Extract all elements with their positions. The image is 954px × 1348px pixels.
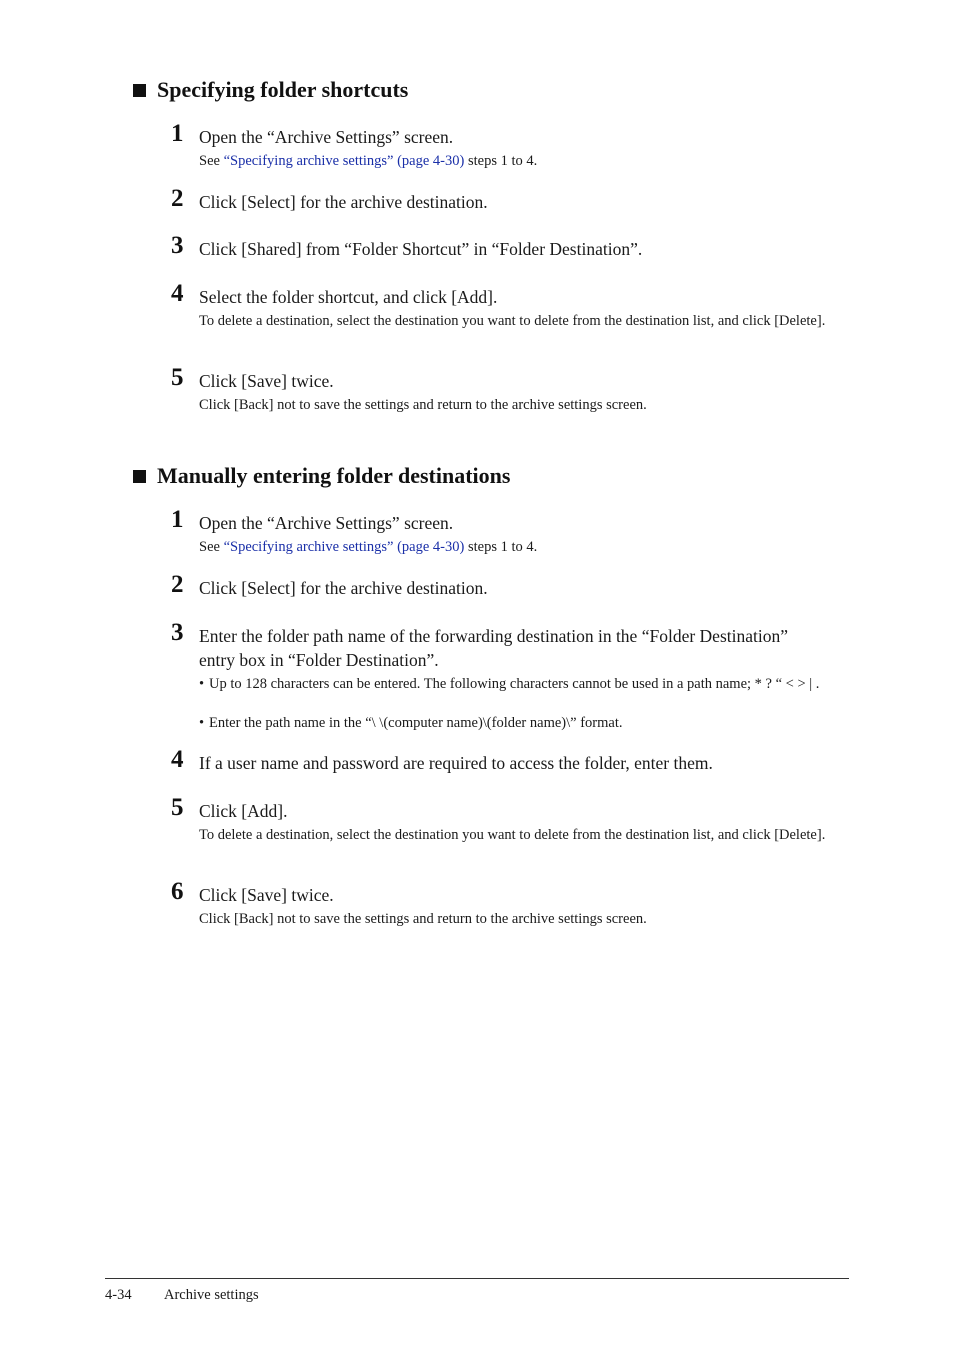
step-note: To delete a destination, select the destination you want to delete from the destination list, and click [Delete]. [199, 827, 826, 843]
footer-divider [105, 1278, 849, 1279]
cross-reference-link[interactable]: “Specifying archive settings” (page 4-30) [223, 539, 465, 555]
step-text: Click [Save] twice. [199, 371, 334, 391]
bullet-dot-icon: • [199, 676, 205, 692]
section-title: Specifying folder shortcuts [157, 77, 409, 102]
step-number: 4 [171, 280, 184, 307]
square-bullet-icon [133, 470, 146, 483]
note-prefix: See [199, 153, 224, 169]
bullet-item [199, 714, 839, 734]
step-text: Click [Save] twice. [199, 885, 334, 905]
step-number: 5 [171, 794, 184, 821]
step-number: 2 [171, 571, 184, 598]
cross-reference-link[interactable]: “Specifying archive settings” (page 4-30) [223, 153, 465, 169]
step-text: Open the “Archive Settings” screen. [199, 127, 454, 147]
step-text: Click [Shared] from “Folder Shortcut” in “Folder Destination”. [199, 239, 643, 259]
step-text: Open the “Archive Settings” screen. [199, 513, 454, 533]
section-title: Manually entering folder destinations [157, 463, 511, 488]
step-note [199, 152, 854, 172]
note-prefix: See [199, 539, 224, 555]
step-text: Enter the folder path name of the forwarding destination in the “Folder Destination” entry box in “Folder Destination”. [199, 626, 788, 670]
step-number: 6 [171, 878, 184, 905]
step-number: 4 [171, 746, 184, 773]
bullet-text: Enter the path name in the “\ \(computer name)\(folder name)\” format. [209, 715, 623, 731]
step-note [199, 538, 854, 558]
step-note: Click [Back] not to save the settings and return to the archive settings screen. [199, 397, 647, 413]
step-text: Click [Select] for the archive destination. [199, 192, 488, 212]
note-suffix: steps 1 to 4. [464, 539, 538, 555]
step-number: 1 [171, 506, 184, 533]
step-text: Select the folder shortcut, and click [Add]. [199, 287, 498, 307]
bullet-dot-icon: • [199, 715, 205, 731]
note-suffix: steps 1 to 4. [464, 153, 538, 169]
step-note: Click [Back] not to save the settings and return to the archive settings screen. [199, 911, 647, 927]
footer-page-number: 4-34 [105, 1287, 132, 1303]
step-number: 5 [171, 364, 184, 391]
step-number: 3 [171, 232, 184, 259]
bullet-text: Up to 128 characters can be entered. The following characters cannot be used in a path name; * ? “ < > | . [209, 676, 820, 692]
bullet-item [199, 675, 839, 695]
step-note: To delete a destination, select the destination you want to delete from the destination list, and click [Delete]. [199, 313, 826, 329]
step-number: 3 [171, 619, 184, 646]
step-text: If a user name and password are required to access the folder, enter them. [199, 753, 713, 773]
step-text: Click [Add]. [199, 801, 288, 821]
section-heading-folder-shortcuts [133, 76, 408, 104]
step-number: 1 [171, 120, 184, 147]
step-number: 2 [171, 185, 184, 212]
section-heading-manual-destinations [133, 462, 510, 490]
footer-chapter-title: Archive settings [164, 1287, 259, 1303]
step-text: Click [Select] for the archive destination. [199, 578, 488, 598]
square-bullet-icon [133, 84, 146, 97]
